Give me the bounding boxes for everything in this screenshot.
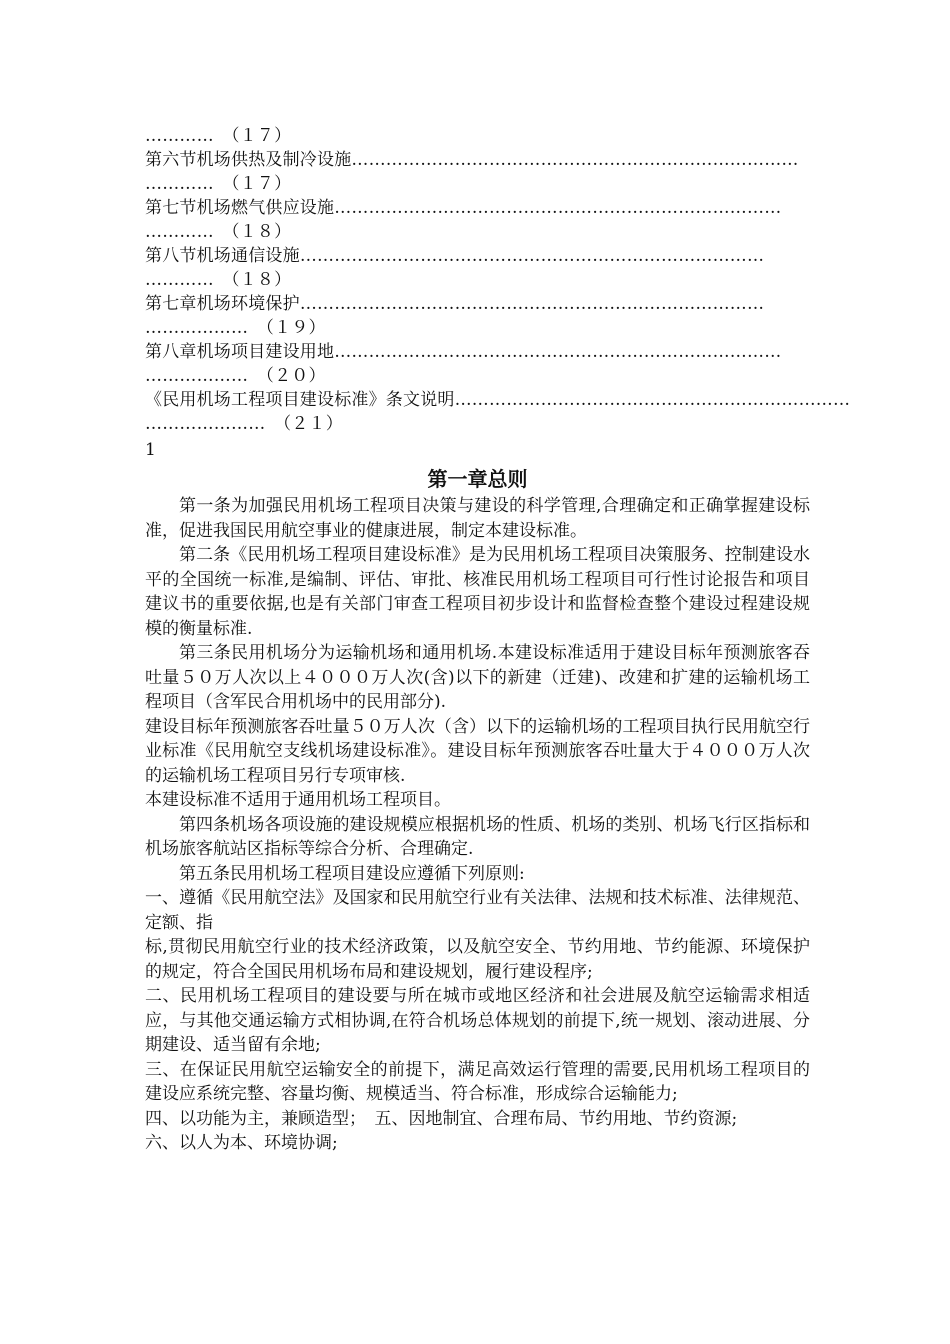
toc-line [145, 412, 810, 436]
table-of-contents [145, 124, 851, 436]
toc-line [145, 388, 851, 412]
toc-page-ref: （１８） [222, 222, 292, 242]
toc-leader-dots: ……………………………………………………………………… [299, 294, 765, 314]
toc-leader-dots: ………… [145, 126, 214, 146]
toc-leader-dots: ………… [145, 222, 214, 242]
toc-leader-dots: ……………… [145, 318, 249, 338]
toc-leader-dots: …………………………………………………………………… [334, 342, 782, 362]
toc-page-ref: （１９） [256, 318, 326, 338]
body-paragraph: 三、在保证民用航空运输安全的前提下，满足高效运行管理的需要,民用机场工程项目的建设应系统完整、容量均衡、规模适当、符合标准，形成综合运输能力; [145, 1059, 810, 1104]
toc-leader-dots: ……………… [145, 366, 249, 386]
toc-line [145, 316, 810, 340]
toc-entry-title: 《民用机场工程项目建设标准》条文说明 [145, 390, 455, 410]
body-paragraph: 建设目标年预测旅客吞吐量５０万人次（含）以下的运输机场的工程项目执行民用航空行业标准《民用航空支线机场建设标准》。建设目标年预测旅客吞吐量大于４０００万人次的运输机场工程项目另行专项审核. [145, 716, 810, 786]
toc-line [145, 268, 810, 292]
toc-line [145, 220, 810, 244]
toc-page-ref: （１７） [222, 174, 292, 194]
toc-leader-dots: ………… [145, 270, 214, 290]
toc-entry-title: 第八节机场通信设施 [145, 246, 300, 266]
body-paragraph: 第五条民用机场工程项目建设应遵循下列原则: [179, 863, 525, 884]
chapter-body [145, 494, 810, 1156]
body-paragraph: 第四条机场各项设施的建设规模应根据机场的性质、机场的类别、机场飞行区指标和机场旅客航站区指标等综合分析、合理确定. [145, 814, 810, 859]
toc-page-ref: （１８） [222, 270, 292, 290]
toc-entry-title: 第七节机场燃气供应设施 [145, 198, 335, 218]
toc-page-ref: （２１） [274, 414, 343, 434]
body-paragraph: 第一条为加强民用机场工程项目决策与建设的科学管理,合理确定和正确掌握建设标准，促进我国民用航空事业的健康进展，制定本建设标准。 [145, 496, 810, 541]
body-paragraph: 二、民用机场工程项目的建设要与所在城市或地区经济和社会进展及航空运输需求相适应，与其他交通运输方式相协调,在符合机场总体规划的前提下,统一规划、滚动进展、分期建设、适当留有余地; [145, 986, 810, 1055]
body-paragraph: 标,贯彻民用航空行业的技术经济政策，以及航空安全、节约用地、节约能源、环境保护的规定，符合全国民用机场布局和建设规划，履行建设程序; [145, 937, 810, 982]
toc-entry-title: 第七章机场环境保护 [145, 294, 300, 314]
toc-entry-title: 第八章机场项目建设用地 [145, 342, 335, 362]
toc-line [145, 292, 810, 316]
toc-leader-dots: ……………………………………………………………………… [299, 246, 765, 266]
body-paragraph: 四、以功能为主，兼顾造型； 五、因地制宜、合理布局、节约用地、节约资源; [145, 1108, 738, 1129]
toc-leader-dots: ………… [145, 174, 214, 194]
toc-line [145, 196, 810, 220]
toc-entry-title: 第六节机场供热及制冷设施 [145, 150, 352, 170]
toc-line [145, 124, 810, 148]
toc-page-ref: （２０） [256, 366, 326, 386]
toc-leader-dots: ………………… [145, 414, 266, 434]
body-paragraph: 第二条《民用机场工程项目建设标准》是为民用机场工程项目决策服务、控制建设水平的全国统一标准,是编制、评估、审批、核准民用机场工程项目可行性讨论报告和项目建议书的重要依据,也是有关部门审查工程项目初步设计和监督检查整个建设过程建设规模的衡量标准. [145, 545, 810, 639]
toc-line [145, 172, 810, 196]
body-paragraph: 一、遵循《民用航空法》及国家和民用航空行业有关法律、法规和技术标准、法律规范、定额、指 [145, 888, 810, 933]
toc-page-ref: （１７） [222, 126, 292, 146]
chapter-title: 第一章总则 [427, 467, 528, 491]
toc-leader-dots: …………………………………………………………………… [351, 150, 799, 170]
toc-line [145, 148, 810, 172]
toc-line [145, 244, 810, 268]
body-paragraph: 本建设标准不适用于通用机场工程项目。 [145, 790, 451, 810]
body-paragraph: 第三条民用机场分为运输机场和通用机场.本建设标准适用于建设目标年预测旅客吞吐量５０万人次以上４０００万人次(含)以下的新建（迁建)、改建和扩建的运输机场工程项目（含军民合用机场中的民用部分). [145, 643, 810, 712]
toc-line [145, 364, 810, 388]
body-paragraph: 六、以人为本、环境协调; [145, 1133, 338, 1153]
toc-line [145, 340, 810, 364]
toc-leader-dots: …………………………………………………………………… [334, 198, 782, 218]
toc-leader-dots: …………………………………………………………… [454, 390, 851, 410]
page-number: 1 [145, 440, 156, 460]
